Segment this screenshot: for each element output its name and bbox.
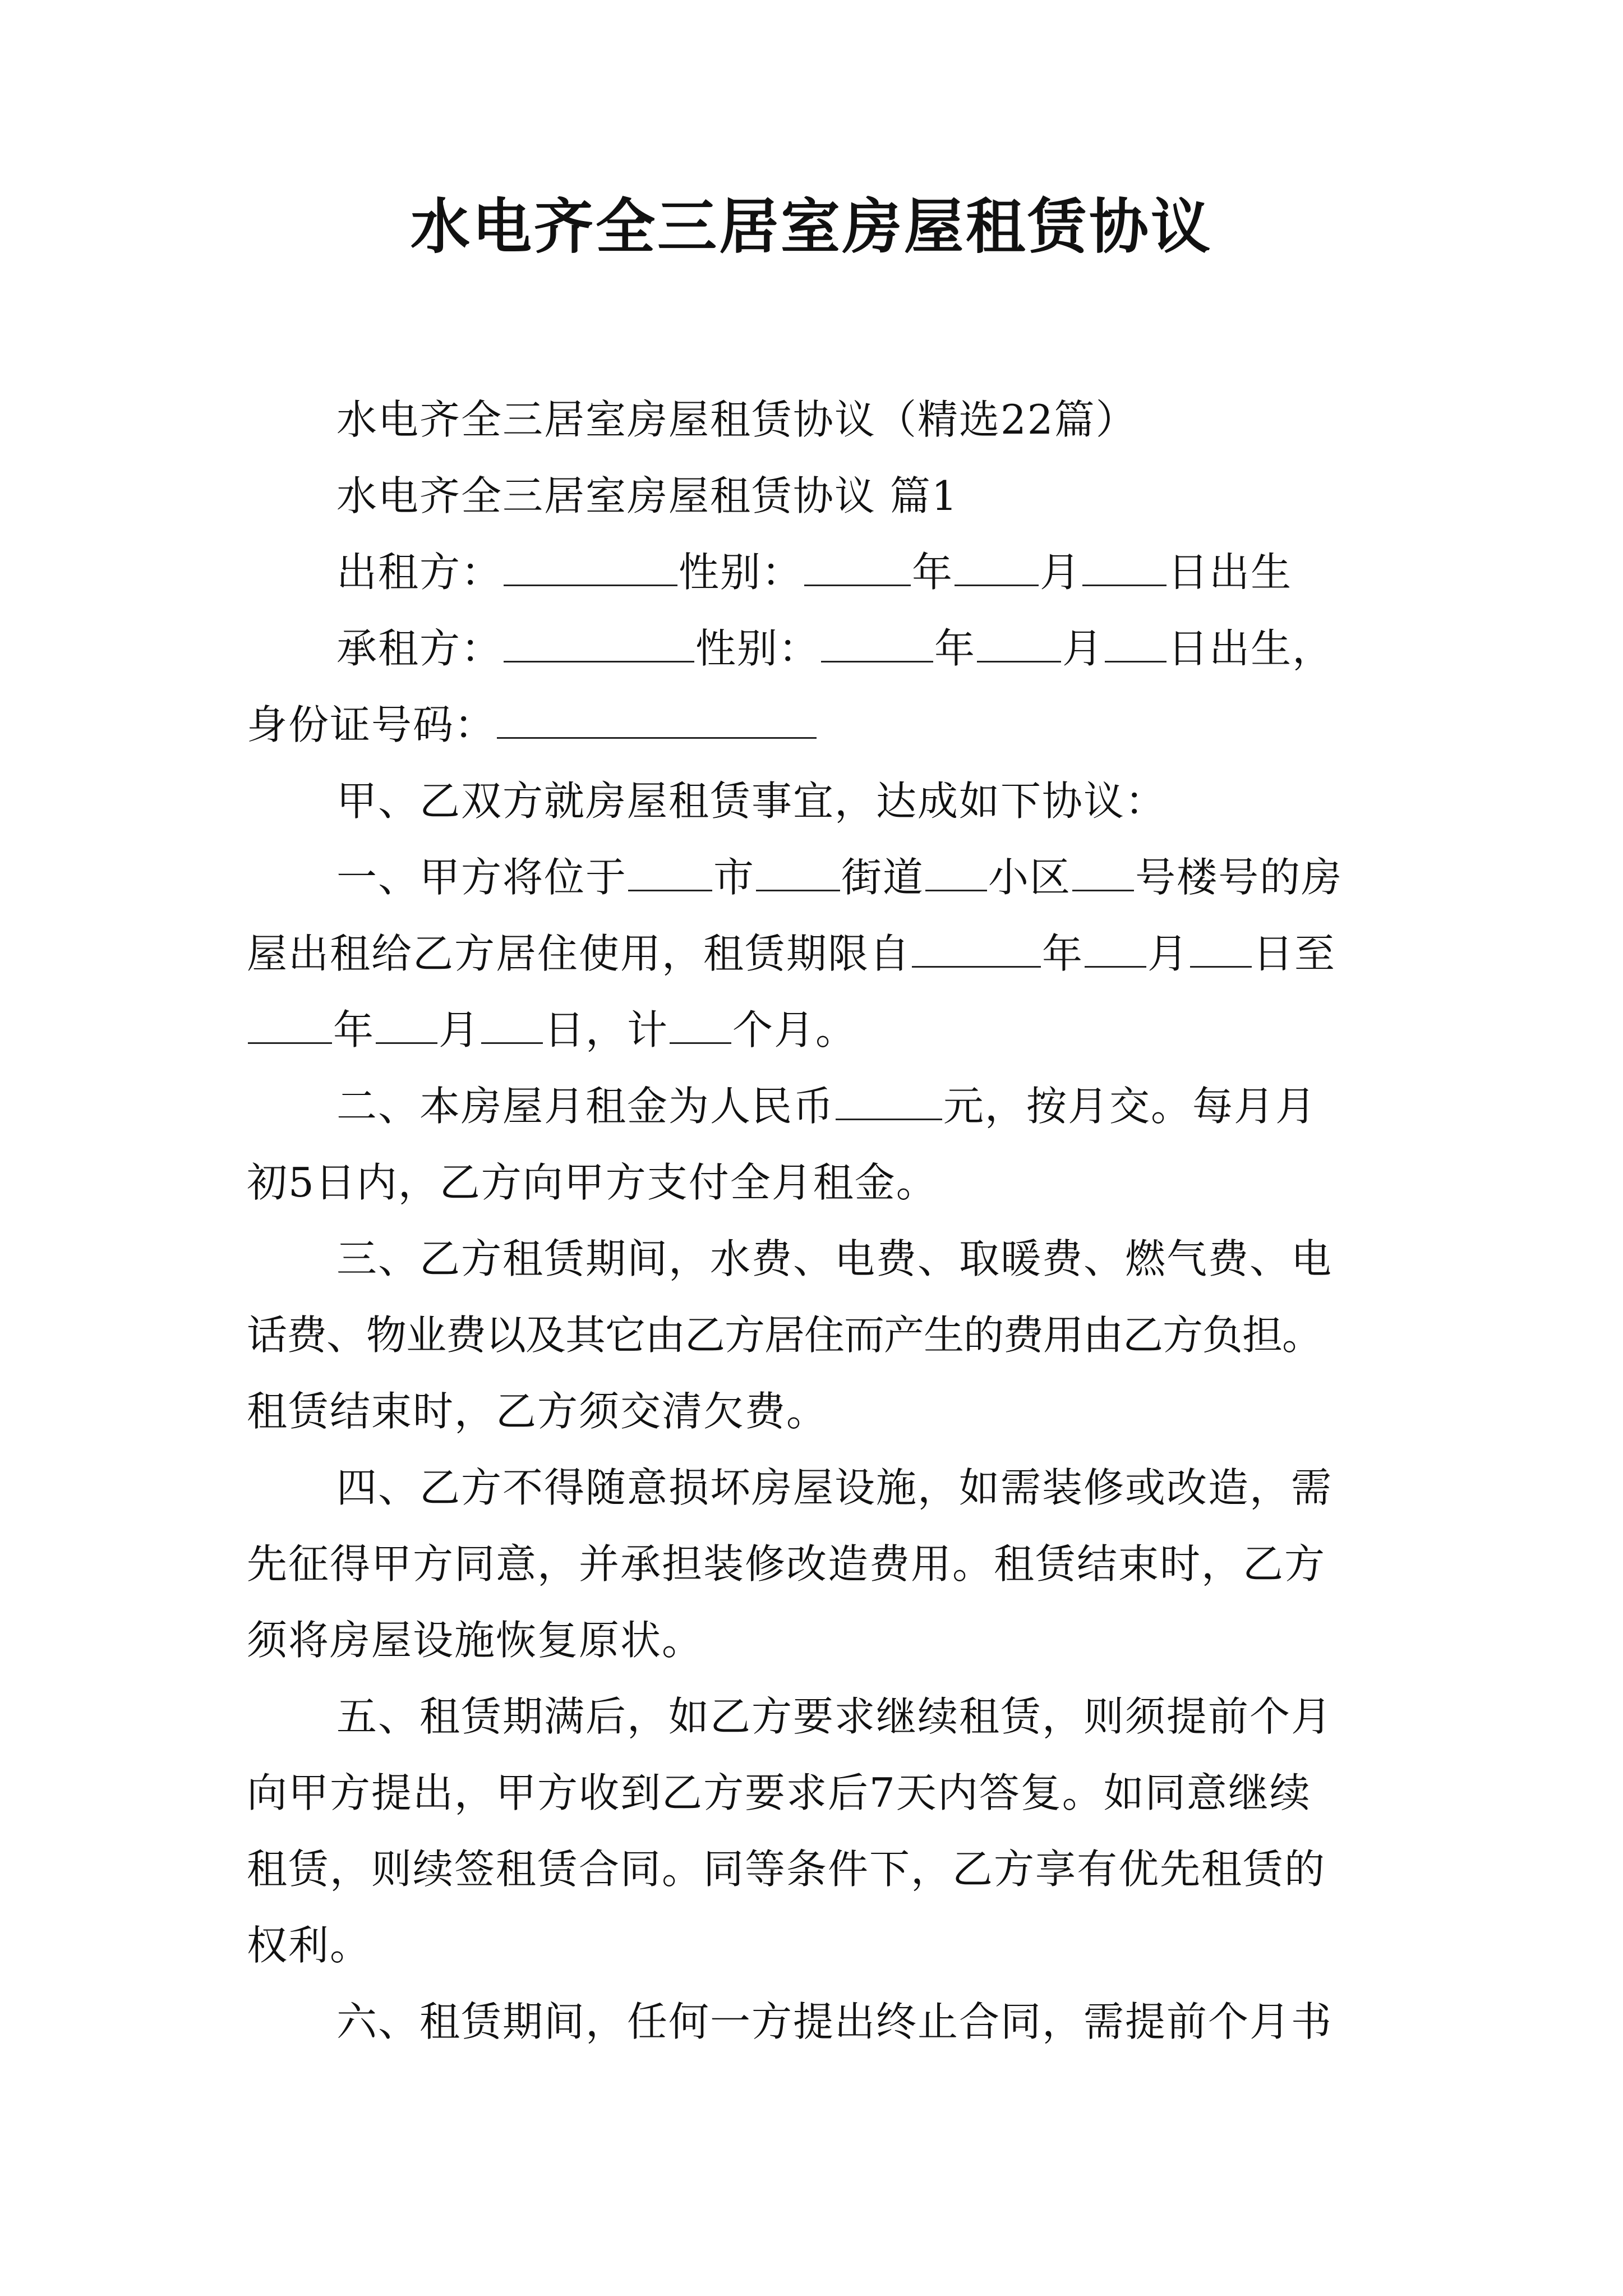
lessor-line: [247, 534, 1385, 610]
paragraph-line: [247, 1831, 1385, 1907]
blank-field: [804, 549, 911, 586]
paragraph-line: [247, 458, 1385, 534]
text: 四、乙方不得随意损坏房屋设施，如需装修或改造，需: [336, 1464, 1333, 1511]
blank-field: [376, 1006, 437, 1044]
text: 二、本房屋月租金为人民币: [336, 1083, 835, 1130]
blank-field: [925, 854, 987, 891]
clause-2-line: [247, 1068, 1385, 1144]
text: 水电齐全三居室房屋租赁协议（精选22篇）: [336, 396, 1137, 443]
blank-field: [1105, 625, 1166, 662]
document-title: 水电齐全三居室房屋租赁协议: [411, 191, 1212, 261]
clause-1-line: [247, 992, 1385, 1068]
clause-5-line: [247, 1678, 1385, 1755]
text: 小区: [988, 854, 1072, 901]
clause-4-line: [247, 1450, 1385, 1526]
text: 月: [439, 1006, 481, 1053]
blank-field: [248, 1006, 332, 1044]
blank-field: [497, 701, 817, 739]
blank-field: [977, 625, 1061, 662]
text: 月: [1062, 625, 1104, 672]
text: 初5日内，乙方向甲方支付全月租金。: [247, 1159, 938, 1206]
blank-field: [1072, 854, 1134, 891]
text: 个月。: [732, 1006, 857, 1053]
text: 甲、乙双方就房屋租赁事宜，达成如下协议：: [336, 777, 1167, 825]
text: 先征得甲方同意，并承担装修改造费用。租赁结束时，乙方: [247, 1540, 1326, 1588]
blank-field: [821, 625, 933, 662]
text: 日出生: [1168, 549, 1293, 596]
text: 性别：: [695, 625, 820, 672]
text: 号楼号的房: [1135, 854, 1343, 901]
text: 一、甲方将位于: [336, 854, 628, 901]
blank-field: [836, 1083, 942, 1120]
clause-6-line: [247, 1984, 1385, 2060]
text: 向甲方提出，甲方收到乙方要求后7天内答复。如同意继续: [247, 1769, 1311, 1816]
blank-field: [912, 930, 1041, 968]
paragraph-line: [247, 1526, 1385, 1602]
paragraph-line: [247, 381, 1385, 458]
text: 性别：: [679, 549, 804, 596]
text: 身份证号码：: [247, 701, 496, 748]
text: 须将房屋设施恢复原状。: [247, 1617, 704, 1664]
text: 日出生，: [1168, 625, 1334, 672]
text: 三、乙方租赁期间，水费、电费、取暖费、燃气费、电: [336, 1235, 1333, 1282]
blank-field: [1085, 930, 1146, 968]
paragraph-line: [247, 1602, 1385, 1678]
paragraph-line: [247, 1373, 1385, 1450]
document-body: [247, 381, 1385, 2060]
clause-3-line: [247, 1221, 1385, 1297]
blank-field: [670, 1006, 731, 1044]
text: 元，按月交。每月月: [943, 1083, 1317, 1130]
text: 日至: [1253, 930, 1336, 977]
clause-1-line: [247, 839, 1385, 915]
text: 市: [713, 854, 755, 901]
text: 出租方：: [336, 549, 503, 596]
lessee-line: [247, 610, 1385, 687]
blank-field: [481, 1006, 543, 1044]
text: 年: [934, 625, 976, 672]
paragraph-line: [247, 1144, 1385, 1221]
text: 年: [1042, 930, 1084, 977]
text: 月: [1040, 549, 1082, 596]
text: 水电齐全三居室房屋租赁协议 篇1: [336, 472, 958, 519]
blank-field: [504, 549, 677, 586]
blank-field: [628, 854, 712, 891]
paragraph-line: [247, 1755, 1385, 1831]
text: 日，计: [544, 1006, 669, 1053]
text: 街道: [841, 854, 925, 901]
text: 年: [333, 1006, 375, 1053]
blank-field: [1190, 930, 1252, 968]
blank-field: [504, 625, 694, 662]
text: 租赁，则续签租赁合同。同等条件下，乙方享有优先租赁的: [247, 1846, 1326, 1893]
text: 年: [912, 549, 954, 596]
blank-field: [1082, 549, 1166, 586]
id-number-line: [247, 687, 1385, 763]
text: 月: [1147, 930, 1189, 977]
text: 话费、物业费以及其它由乙方居住而产生的费用由乙方负担。: [247, 1312, 1322, 1359]
paragraph-line: [247, 1297, 1385, 1373]
text: 五、租赁期满后，如乙方要求继续租赁，则须提前个月: [336, 1693, 1333, 1740]
text: 权利。: [247, 1922, 372, 1969]
text: 租赁结束时，乙方须交清欠费。: [247, 1388, 828, 1435]
paragraph-line: [247, 1907, 1385, 1984]
text: 六、租赁期间，任何一方提出终止合同，需提前个月书: [336, 1998, 1333, 2045]
blank-field: [756, 854, 840, 891]
paragraph-line: [247, 763, 1385, 839]
blank-field: [955, 549, 1039, 586]
clause-1-line: [247, 915, 1385, 992]
text: 屋出租给乙方居住使用，租赁期限自: [247, 930, 911, 977]
text: 承租方：: [336, 625, 503, 672]
